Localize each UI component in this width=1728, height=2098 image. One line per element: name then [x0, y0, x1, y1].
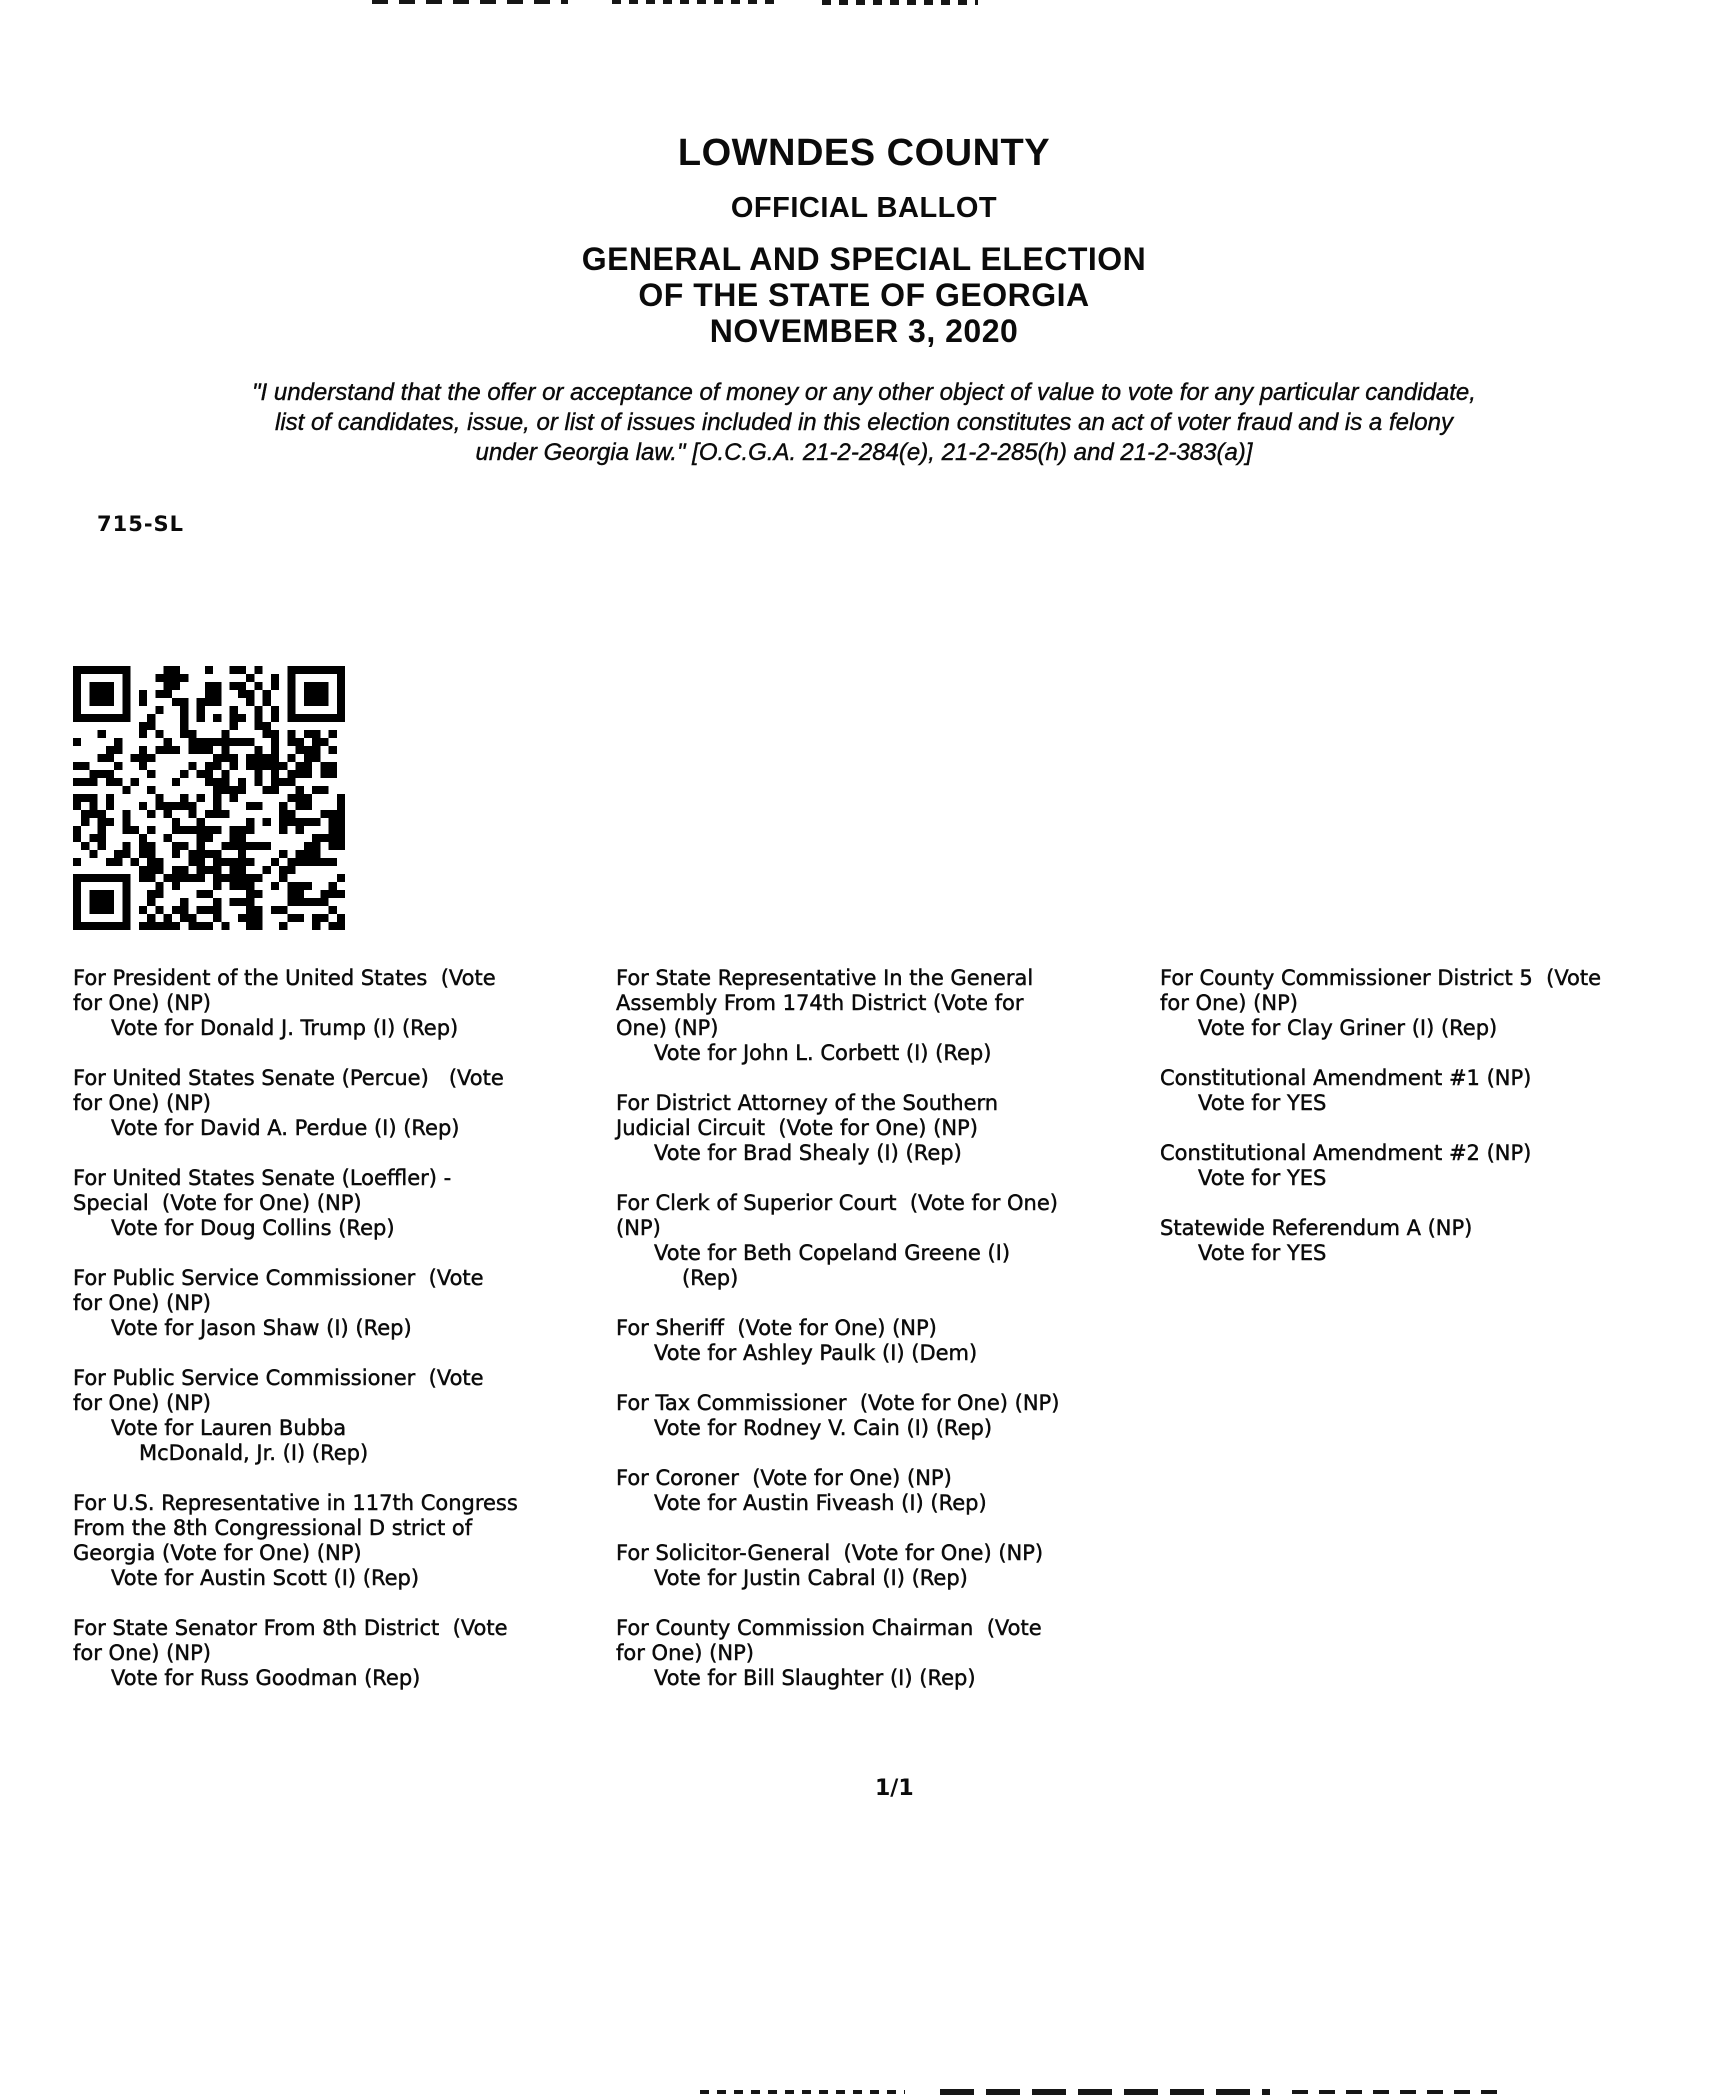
qr-code: [73, 666, 345, 930]
vote-line: Vote for John L. Corbett (I) (Rep): [654, 1041, 992, 1065]
contest: [1160, 1141, 1601, 1191]
contest-title-line: For County Commissioner District 5 (Vote: [1160, 966, 1602, 990]
page-number: 1/1: [875, 1776, 914, 1801]
contest-title-line: For State Senator From 8th District (Vote: [73, 1616, 508, 1640]
contest-title-line: Statewide Referendum A (NP): [1160, 1216, 1473, 1240]
contest-title-line: For Coroner (Vote for One) (NP): [616, 1466, 952, 1490]
vote-line: Vote for Justin Cabral (I) (Rep): [654, 1566, 968, 1590]
contest-title-line: For U.S. Representative in 117th Congress: [73, 1491, 518, 1515]
contest: [616, 1191, 1059, 1291]
contest-title-line: for One) (NP): [73, 1091, 211, 1115]
vote-line: Vote for Austin Scott (I) (Rep): [111, 1566, 420, 1590]
vote-line: Vote for Lauren Bubba: [111, 1416, 347, 1440]
contest-title-line: for One) (NP): [616, 1641, 754, 1665]
election-title-line1: GENERAL AND SPECIAL ELECTION: [581, 241, 1147, 277]
election-title-line2: OF THE STATE OF GEORGIA: [638, 277, 1090, 313]
scan-artifact-bottom: [700, 2090, 905, 2094]
contest: [616, 1466, 1059, 1516]
contest-title-line: For Sheriff (Vote for One) (NP): [616, 1316, 937, 1340]
contest-title-line: Assembly From 174th District (Vote for: [616, 991, 1024, 1015]
contest: [73, 1366, 518, 1466]
contest: [73, 1066, 518, 1141]
vote-line: Vote for Russ Goodman (Rep): [111, 1666, 421, 1690]
fraud-disclaimer-line: "I understand that the offer or acceptance of money or any other object of value to vote for any particular candidate,: [252, 379, 1476, 406]
vote-line: Vote for Austin Fiveash (I) (Rep): [654, 1491, 987, 1515]
contest: [616, 1316, 1059, 1366]
vote-line: McDonald, Jr. (I) (Rep): [139, 1441, 369, 1465]
contest: [73, 1491, 518, 1591]
contest-title-line: For Public Service Commissioner (Vote: [73, 1366, 484, 1390]
contest-title-line: For United States Senate (Loeffler) -: [73, 1166, 452, 1190]
contest: [616, 966, 1059, 1066]
contest-title-line: For County Commission Chairman (Vote: [616, 1616, 1042, 1640]
scan-artifact-bottom: [1292, 2090, 1504, 2094]
county-title: LOWNDES COUNTY: [677, 132, 1051, 174]
contest: [616, 1541, 1059, 1591]
fraud-disclaimer-line: list of candidates, issue, or list of issues included in this election constitutes an act of voter fraud and is a felony: [275, 409, 1453, 436]
contest: [616, 1616, 1059, 1691]
contest-title-line: For District Attorney of the Southern: [616, 1091, 999, 1115]
ballot-style-code: 715-SL: [97, 512, 185, 536]
contest-title-line: (NP): [616, 1216, 661, 1240]
contest: [73, 1616, 518, 1691]
contest-title-line: For Clerk of Superior Court (Vote for One): [616, 1191, 1058, 1215]
vote-line: Vote for Donald J. Trump (I) (Rep): [111, 1016, 459, 1040]
contest-title-line: Special (Vote for One) (NP): [73, 1191, 362, 1215]
ballot-column-2: [616, 966, 1059, 1716]
contest-title-line: Judicial Circuit (Vote for One) (NP): [616, 1116, 978, 1140]
scan-artifact-top: [372, 0, 568, 4]
vote-line: Vote for David A. Perdue (I) (Rep): [111, 1116, 460, 1140]
contest: [73, 1166, 518, 1241]
contest-title-line: For Solicitor-General (Vote for One) (NP): [616, 1541, 1044, 1565]
contest-title-line: for One) (NP): [73, 991, 211, 1015]
vote-line: Vote for YES: [1198, 1166, 1327, 1190]
vote-line: (Rep): [682, 1266, 739, 1290]
contest: [73, 1266, 518, 1341]
vote-line: Vote for Doug Collins (Rep): [111, 1216, 395, 1240]
contest-title-line: For President of the United States (Vote: [73, 966, 496, 990]
vote-line: Vote for Ashley Paulk (I) (Dem): [654, 1341, 978, 1365]
vote-line: Vote for Rodney V. Cain (I) (Rep): [654, 1416, 993, 1440]
vote-line: Vote for Jason Shaw (I) (Rep): [111, 1316, 412, 1340]
vote-line: Vote for YES: [1198, 1091, 1327, 1115]
scan-artifact-top: [612, 0, 774, 4]
contest-title-line: For Public Service Commissioner (Vote: [73, 1266, 484, 1290]
contest: [73, 966, 518, 1041]
vote-line: Vote for Bill Slaughter (I) (Rep): [654, 1666, 976, 1690]
ballot-column-3: [1160, 966, 1601, 1291]
scan-artifact-bottom: [940, 2089, 1270, 2095]
vote-line: Vote for YES: [1198, 1241, 1327, 1265]
contest: [1160, 1066, 1601, 1116]
vote-line: Vote for Clay Griner (I) (Rep): [1198, 1016, 1498, 1040]
election-date: NOVEMBER 3, 2020: [709, 313, 1019, 349]
contest-title-line: Constitutional Amendment #2 (NP): [1160, 1141, 1532, 1165]
contest-title-line: for One) (NP): [73, 1391, 211, 1415]
ballot-column-1: [73, 966, 518, 1716]
contest-title-line: for One) (NP): [1160, 991, 1298, 1015]
contest: [1160, 1216, 1601, 1266]
contest-title-line: Constitutional Amendment #1 (NP): [1160, 1066, 1532, 1090]
contest-title-line: For United States Senate (Percue) (Vote: [73, 1066, 504, 1090]
contest-title-line: For Tax Commissioner (Vote for One) (NP): [616, 1391, 1060, 1415]
contest: [616, 1091, 1059, 1166]
contest-title-line: For State Representative In the General: [616, 966, 1034, 990]
contest-title-line: Georgia (Vote for One) (NP): [73, 1541, 362, 1565]
contest: [1160, 966, 1601, 1041]
scan-artifact-top: [822, 0, 978, 5]
contest-title-line: for One) (NP): [73, 1641, 211, 1665]
contest-title-line: One) (NP): [616, 1016, 719, 1040]
vote-line: Vote for Beth Copeland Greene (I): [654, 1241, 1011, 1265]
ballot-type-title: OFFICIAL BALLOT: [730, 192, 998, 224]
contest: [616, 1391, 1059, 1441]
vote-line: Vote for Brad Shealy (I) (Rep): [654, 1141, 962, 1165]
contest-title-line: for One) (NP): [73, 1291, 211, 1315]
fraud-disclaimer-line: under Georgia law." [O.C.G.A. 21-2-284(e), 21-2-285(h) and 21-2-383(a)]: [475, 439, 1253, 466]
contest-title-line: From the 8th Congressional D strict of: [73, 1516, 473, 1540]
